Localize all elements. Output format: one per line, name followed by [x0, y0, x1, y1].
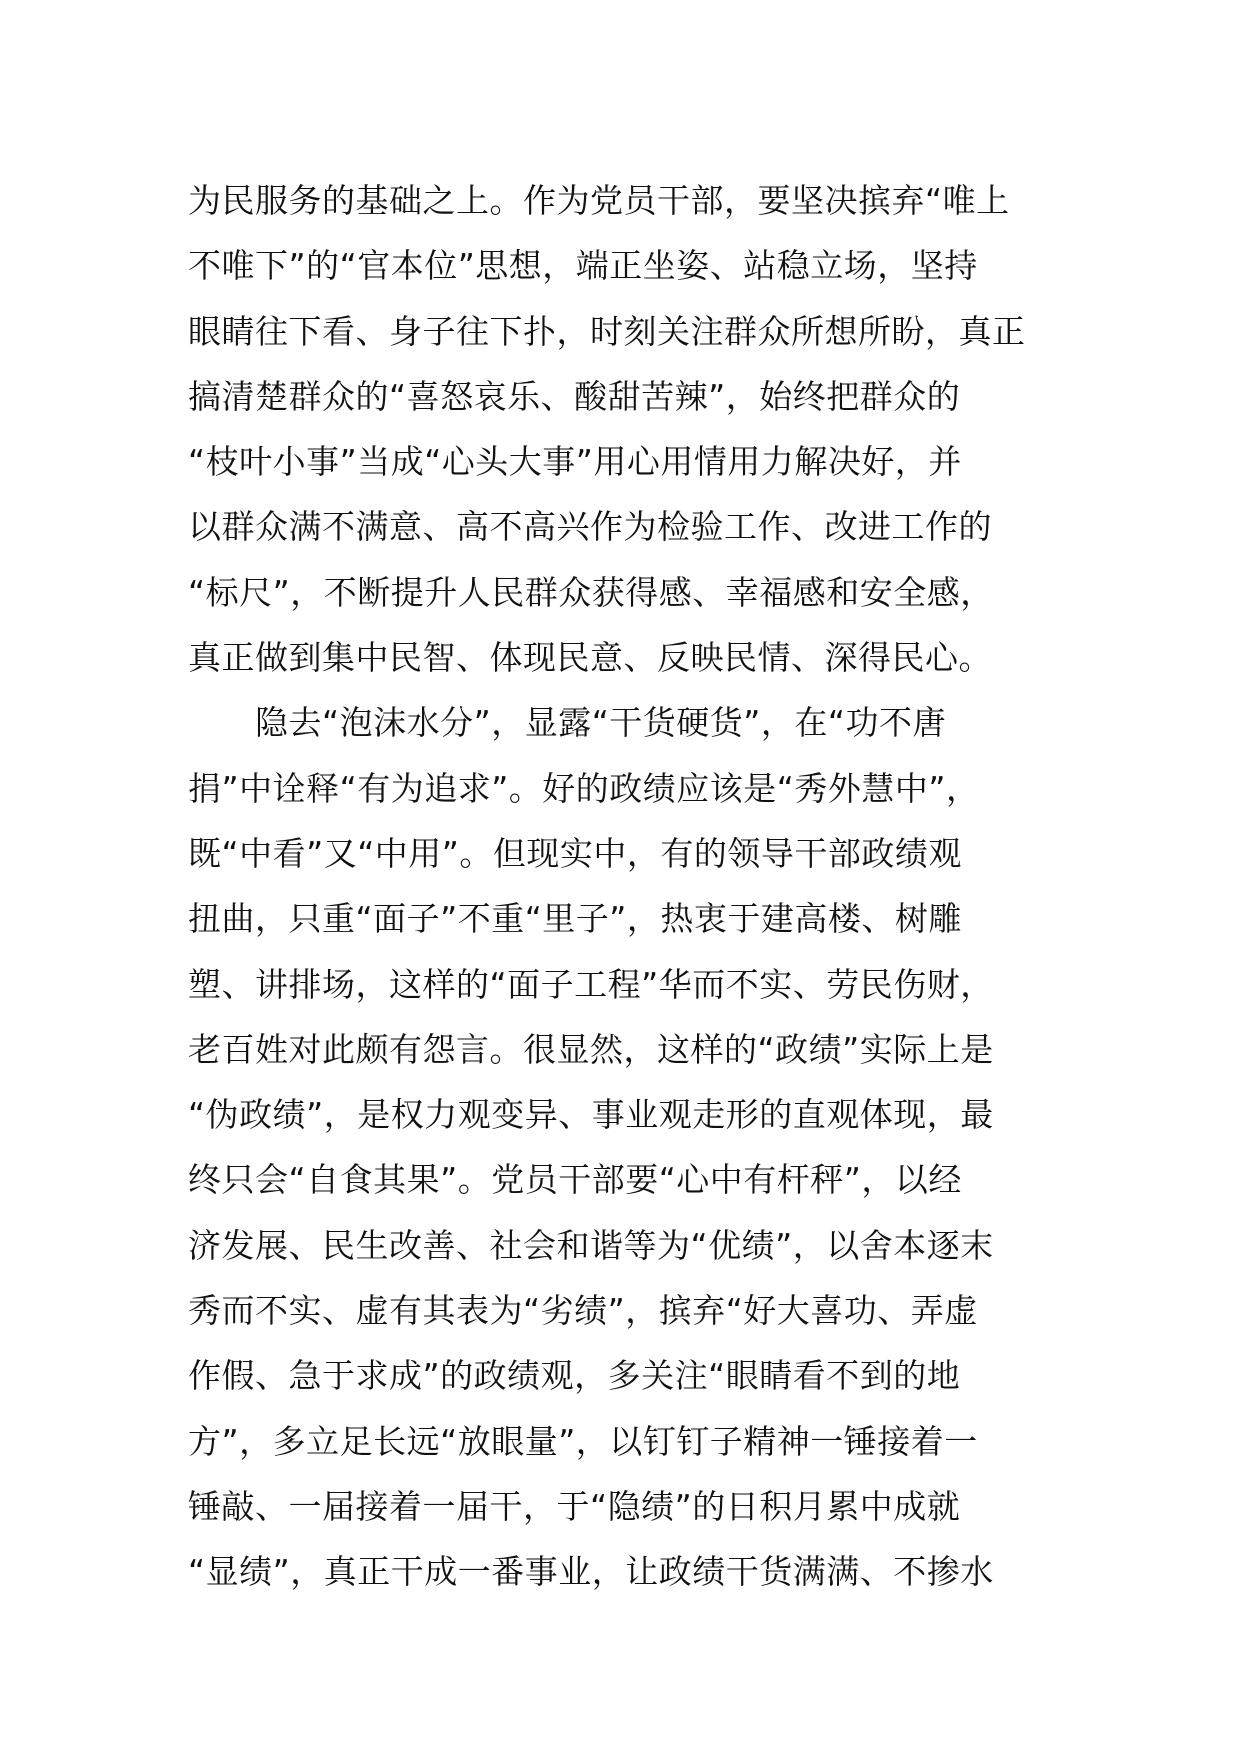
text-line: 作假、急于求成”的政绩观，多关注“眼睛看不到的地	[188, 1356, 961, 1396]
text-line: 真正做到集中民智、体现民意、反映民情、深得民心。	[188, 638, 992, 678]
text-line: 眼睛往下看、身子往下扑，时刻关注群众所想所盼，真正	[188, 311, 1026, 351]
text-line: 塑、讲排场，这样的“面子工程”华而不实、劳民伤财，	[188, 964, 994, 1004]
text-line: “枝叶小事”当成“心头大事”用心用情用力解决好，并	[188, 442, 962, 482]
text-line: 以群众满不满意、高不高兴作为检验工作、改进工作的	[188, 507, 992, 547]
text-line: 不唯下”的“官本位”思想，端正坐姿、站稳立场，坚持	[188, 246, 978, 286]
text-line: 扭曲，只重“面子”不重“里子”，热衷于建高楼、树雕	[188, 899, 962, 939]
text-line: 终只会“自食其果”。党员干部要“心中有杆秤”，以经	[188, 1160, 962, 1200]
text-line: 方”，多立足长远“放眼量”，以钉钉子精神一锤接着一	[188, 1421, 978, 1461]
text-line: “显绩”，真正干成一番事业，让政绩干货满满、不掺水	[188, 1552, 994, 1592]
text-line: 老百姓对此颇有怨言。很显然，这样的“政绩”实际上是	[188, 1029, 994, 1069]
text-line: 既“中看”又“中用”。但现实中，有的领导干部政绩观	[188, 833, 962, 873]
text-line: 捐”中诠释“有为追求”。好的政绩应该是“秀外慧中”，	[188, 768, 980, 808]
text-line: “伪政绩”，是权力观变异、事业观走形的直观体现，最	[188, 1095, 994, 1135]
text-line: 济发展、民生改善、社会和谐等为“优绩”，以舍本逐末	[188, 1225, 994, 1265]
text-line: 秀而不实、虚有其表为“劣绩”，摈弃“好大喜功、弄虚	[188, 1291, 978, 1331]
text-line: 锤敲、一届接着一届干，于“隐绩”的日积月累中成就	[188, 1486, 961, 1526]
body-text	[188, 168, 1068, 1605]
text-line: 搞清楚群众的“喜怒哀乐、酸甜苦辣”，始终把群众的	[188, 376, 961, 416]
text-line: 隐去“泡沫水分”，显露“干货硬货”，在“功不唐	[188, 703, 946, 743]
text-line: “标尺”，不断提升人民群众获得感、幸福感和安全感，	[188, 572, 994, 612]
text-line: 为民服务的基础之上。作为党员干部，要坚决摈弃“唯上	[188, 181, 1010, 220]
